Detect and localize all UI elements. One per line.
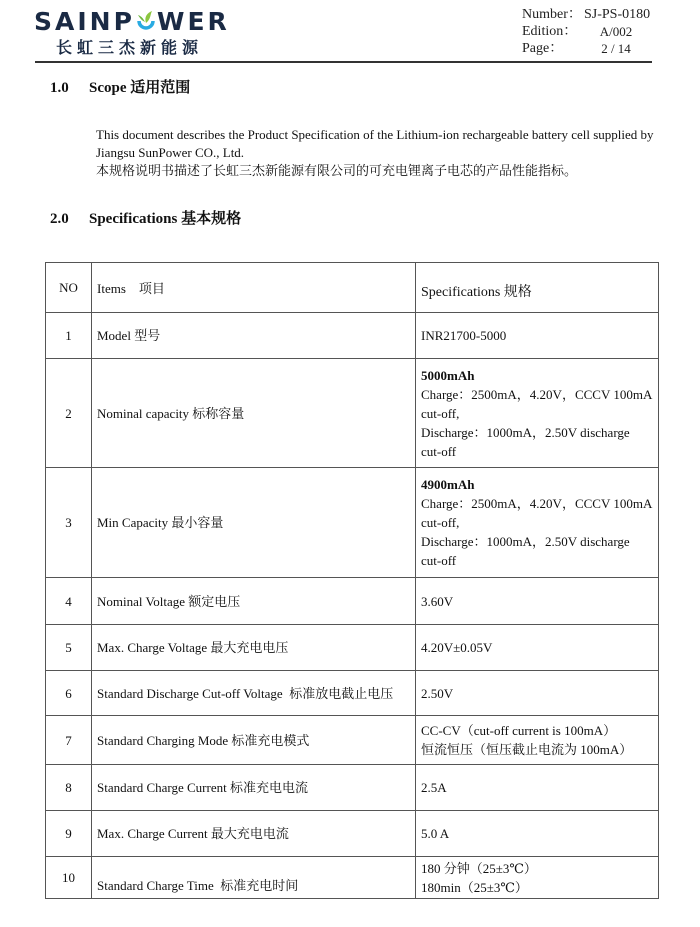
item-cell: Model 型号 — [92, 313, 416, 359]
item-cell: Max. Charge Voltage 最大充电电压 — [92, 625, 416, 671]
spec-cell: 180 分钟（25±3℃） 180min（25±3℃） — [416, 857, 659, 899]
item-cell: Max. Charge Current 最大充电电流 — [92, 811, 416, 857]
column-header-items: Items 项目 — [92, 263, 416, 313]
doc-number: SJ-PS-0180 — [584, 7, 651, 22]
spec-cell: INR21700-5000 — [416, 313, 659, 359]
table-row: 9 Max. Charge Current 最大充电电流 5.0 A — [46, 811, 659, 857]
table-row: 8 Standard Charge Current 标准充电电流 2.5A — [46, 765, 659, 811]
section-scope-title: 1.0 Scope 适用范围 — [50, 80, 191, 96]
spec-cell: 5.0 A — [416, 811, 659, 857]
doc-edition: A/002 — [599, 24, 633, 39]
leaf-drop-icon — [135, 10, 157, 30]
logo-chinese-name: 长虹三杰新能源 — [56, 38, 204, 57]
company-logo — [34, 8, 234, 60]
spec-cell: 2.50V — [416, 671, 659, 716]
spec-cell: CC-CV（cut-off current is 100mA） 恒流恒压（恒压截止电流为 100mA） — [416, 716, 659, 765]
spec-cell: 5000mAh Charge：2500mA，4.20V，CCCV 100mA cut-off, Discharge：1000mA，2.50V discharge cut-off — [416, 359, 659, 468]
meta-edition: Edition： A/002 — [522, 23, 652, 40]
table-row: 5 Max. Charge Voltage 最大充电电压 4.20V±0.05V — [46, 625, 659, 671]
meta-number: Number： SJ-PS-0180 — [522, 7, 651, 22]
scope-body — [96, 126, 656, 180]
item-cell: Nominal capacity 标称容量 — [92, 359, 416, 468]
section-specs-title: 2.0 Specifications 基本规格 — [50, 211, 242, 227]
table-row: 10 Standard Charge Time 标准充电时间 180 分钟（25±3℃） 180min（25±3℃） — [46, 857, 659, 899]
scope-text-cn: 本规格说明书描述了长虹三杰新能源有限公司的可充电锂离子电芯的产品性能指标。 — [96, 163, 578, 178]
table-row: 4 Nominal Voltage 额定电压 3.60V — [46, 578, 659, 625]
item-cell: Nominal Voltage 额定电压 — [92, 578, 416, 625]
specifications-table — [45, 262, 659, 899]
table-row: 3 Min Capacity 最小容量 4900mAh Charge：2500mA，4.20V，CCCV 100mA cut-off, Discharge：1000mA，2.50V discharge cut-off — [46, 468, 659, 578]
spec-cell: 3.60V — [416, 578, 659, 625]
document-meta — [522, 6, 652, 57]
item-cell: Standard Charge Time 标准充电时间 — [92, 857, 416, 899]
table-header-row — [46, 263, 659, 313]
spec-cell: 2.5A — [416, 765, 659, 811]
spec-cell: 4.20V±0.05V — [416, 625, 659, 671]
spec-cell: 4900mAh Charge：2500mA，4.20V，CCCV 100mA cut-off, Discharge：1000mA，2.50V discharge cut-off — [416, 468, 659, 578]
item-cell: Min Capacity 最小容量 — [92, 468, 416, 578]
header-divider — [35, 61, 652, 63]
item-cell: Standard Discharge Cut-off Voltage 标准放电截止电压 — [92, 671, 416, 716]
column-header-specifications: Specifications 规格 — [416, 263, 659, 313]
table-row: 1 Model 型号 INR21700-5000 — [46, 313, 659, 359]
table-row: 7 Standard Charging Mode 标准充电模式 CC-CV（cut-off current is 100mA） 恒流恒压（恒压截止电流为 100mA） — [46, 716, 659, 765]
logo-wordmark: SAINP WER — [34, 7, 230, 36]
item-cell: Standard Charge Current 标准充电电流 — [92, 765, 416, 811]
table-row: 6 Standard Discharge Cut-off Voltage 标准放电截止电压 2.50V — [46, 671, 659, 716]
meta-page: Page： 2 / 14 — [522, 40, 652, 57]
column-header-no: NO — [46, 263, 92, 313]
scope-text-en: This document describes the Product Specification of the Lithium-ion rechargeable battery cell supplied by Jiangsu SunPower CO., Ltd. — [96, 127, 654, 160]
item-cell: Standard Charging Mode 标准充电模式 — [92, 716, 416, 765]
page-number: 2 / 14 — [601, 41, 631, 56]
table-row: 2 Nominal capacity 标称容量 5000mAh Charge：2500mA，4.20V，CCCV 100mA cut-off, Discharge：1000mA，2.50V discharge cut-off — [46, 359, 659, 468]
